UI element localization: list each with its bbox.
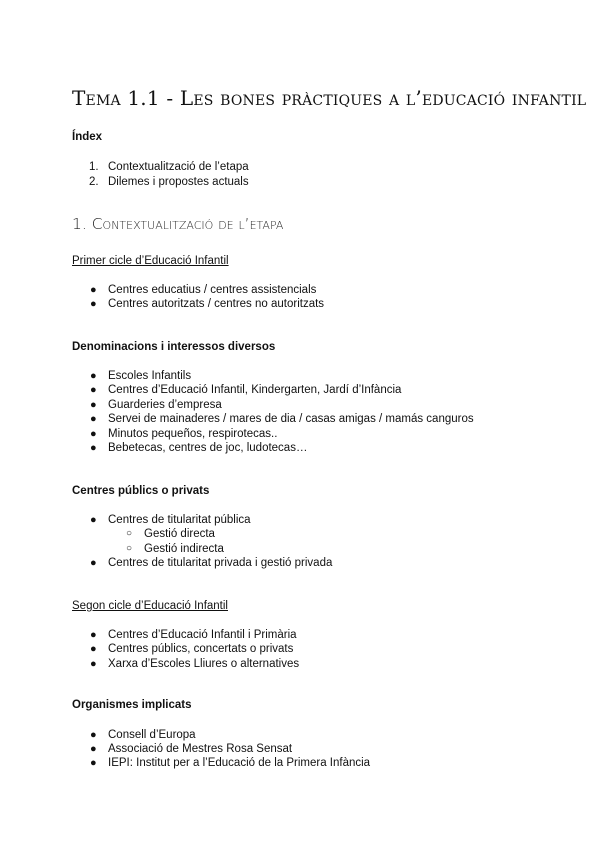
list-item: Centres de titularitat pública [108,514,251,526]
list-item: Centres d’Educació Infantil, Kindergarten, Jardí d’Infància [108,384,402,396]
list-item: IEPI: Institut per a l’Educació de la Primera Infància [108,757,371,769]
index-heading: Índex [72,131,103,143]
list-item: Xarxa d’Escoles Lliures o alternatives [108,658,300,670]
bullet-icon: ● [90,729,97,741]
bullet-icon: ● [90,370,97,382]
subsection-heading: Primer cicle d’Educació Infantil [72,255,229,267]
list-item: Bebetecas, centres de joc, ludotecas… [108,442,308,454]
index-item: Dilemes i propostes actuals [108,176,249,188]
bullet-icon: ● [90,442,97,454]
bullet-icon: ● [90,629,97,641]
bullet-icon: ● [90,413,97,425]
sub-bullet-icon: ○ [126,528,133,539]
bullet-icon: ● [90,557,97,569]
list-item: Guarderies d’empresa [108,399,222,411]
bullet-icon: ● [90,384,97,396]
bullet-icon: ● [90,284,97,296]
subsection-heading: Segon cicle d’Educació Infantil [72,600,228,612]
list-item: Centres de titularitat privada i gestió privada [108,557,333,569]
bullet-icon: ● [90,743,97,755]
index-item-number: 1. [89,161,99,173]
sub-bullet-icon: ○ [126,543,133,554]
index-item-number: 2. [89,176,99,188]
bullet-icon: ● [90,428,97,440]
list-item: Centres autoritzats / centres no autoritzats [108,298,325,310]
subsection-heading: Organismes implicats [72,699,192,711]
subsection-heading: Denominacions i interessos diversos [72,341,276,353]
list-item: Escoles Infantils [108,370,192,382]
sub-list-item: Gestió indirecta [144,543,224,555]
list-item: Servei de mainaderes / mares de dia / casas amigas / mamás canguros [108,413,474,425]
list-item: Consell d’Europa [108,729,196,741]
section-heading: 1. Contextualització de l’etapa [72,215,284,233]
bullet-icon: ● [90,514,97,526]
bullet-icon: ● [90,757,97,769]
subsection-heading: Centres públics o privats [72,485,210,497]
index-item: Contextualització de l’etapa [108,161,249,173]
list-item: Centres d’Educació Infantil i Primària [108,629,297,641]
page-title: Tema 1.1 - Les bones pràctiques a l’educació infantil [72,86,587,110]
bullet-icon: ● [90,658,97,670]
bullet-icon: ● [90,298,97,310]
bullet-icon: ● [90,399,97,411]
list-item: Associació de Mestres Rosa Sensat [108,743,293,755]
bullet-icon: ● [90,643,97,655]
list-item: Centres públics, concertats o privats [108,643,294,655]
list-item: Centres educatius / centres assistencials [108,284,317,296]
list-item: Minutos pequeños, respirotecas.. [108,428,278,440]
sub-list-item: Gestió directa [144,528,215,540]
